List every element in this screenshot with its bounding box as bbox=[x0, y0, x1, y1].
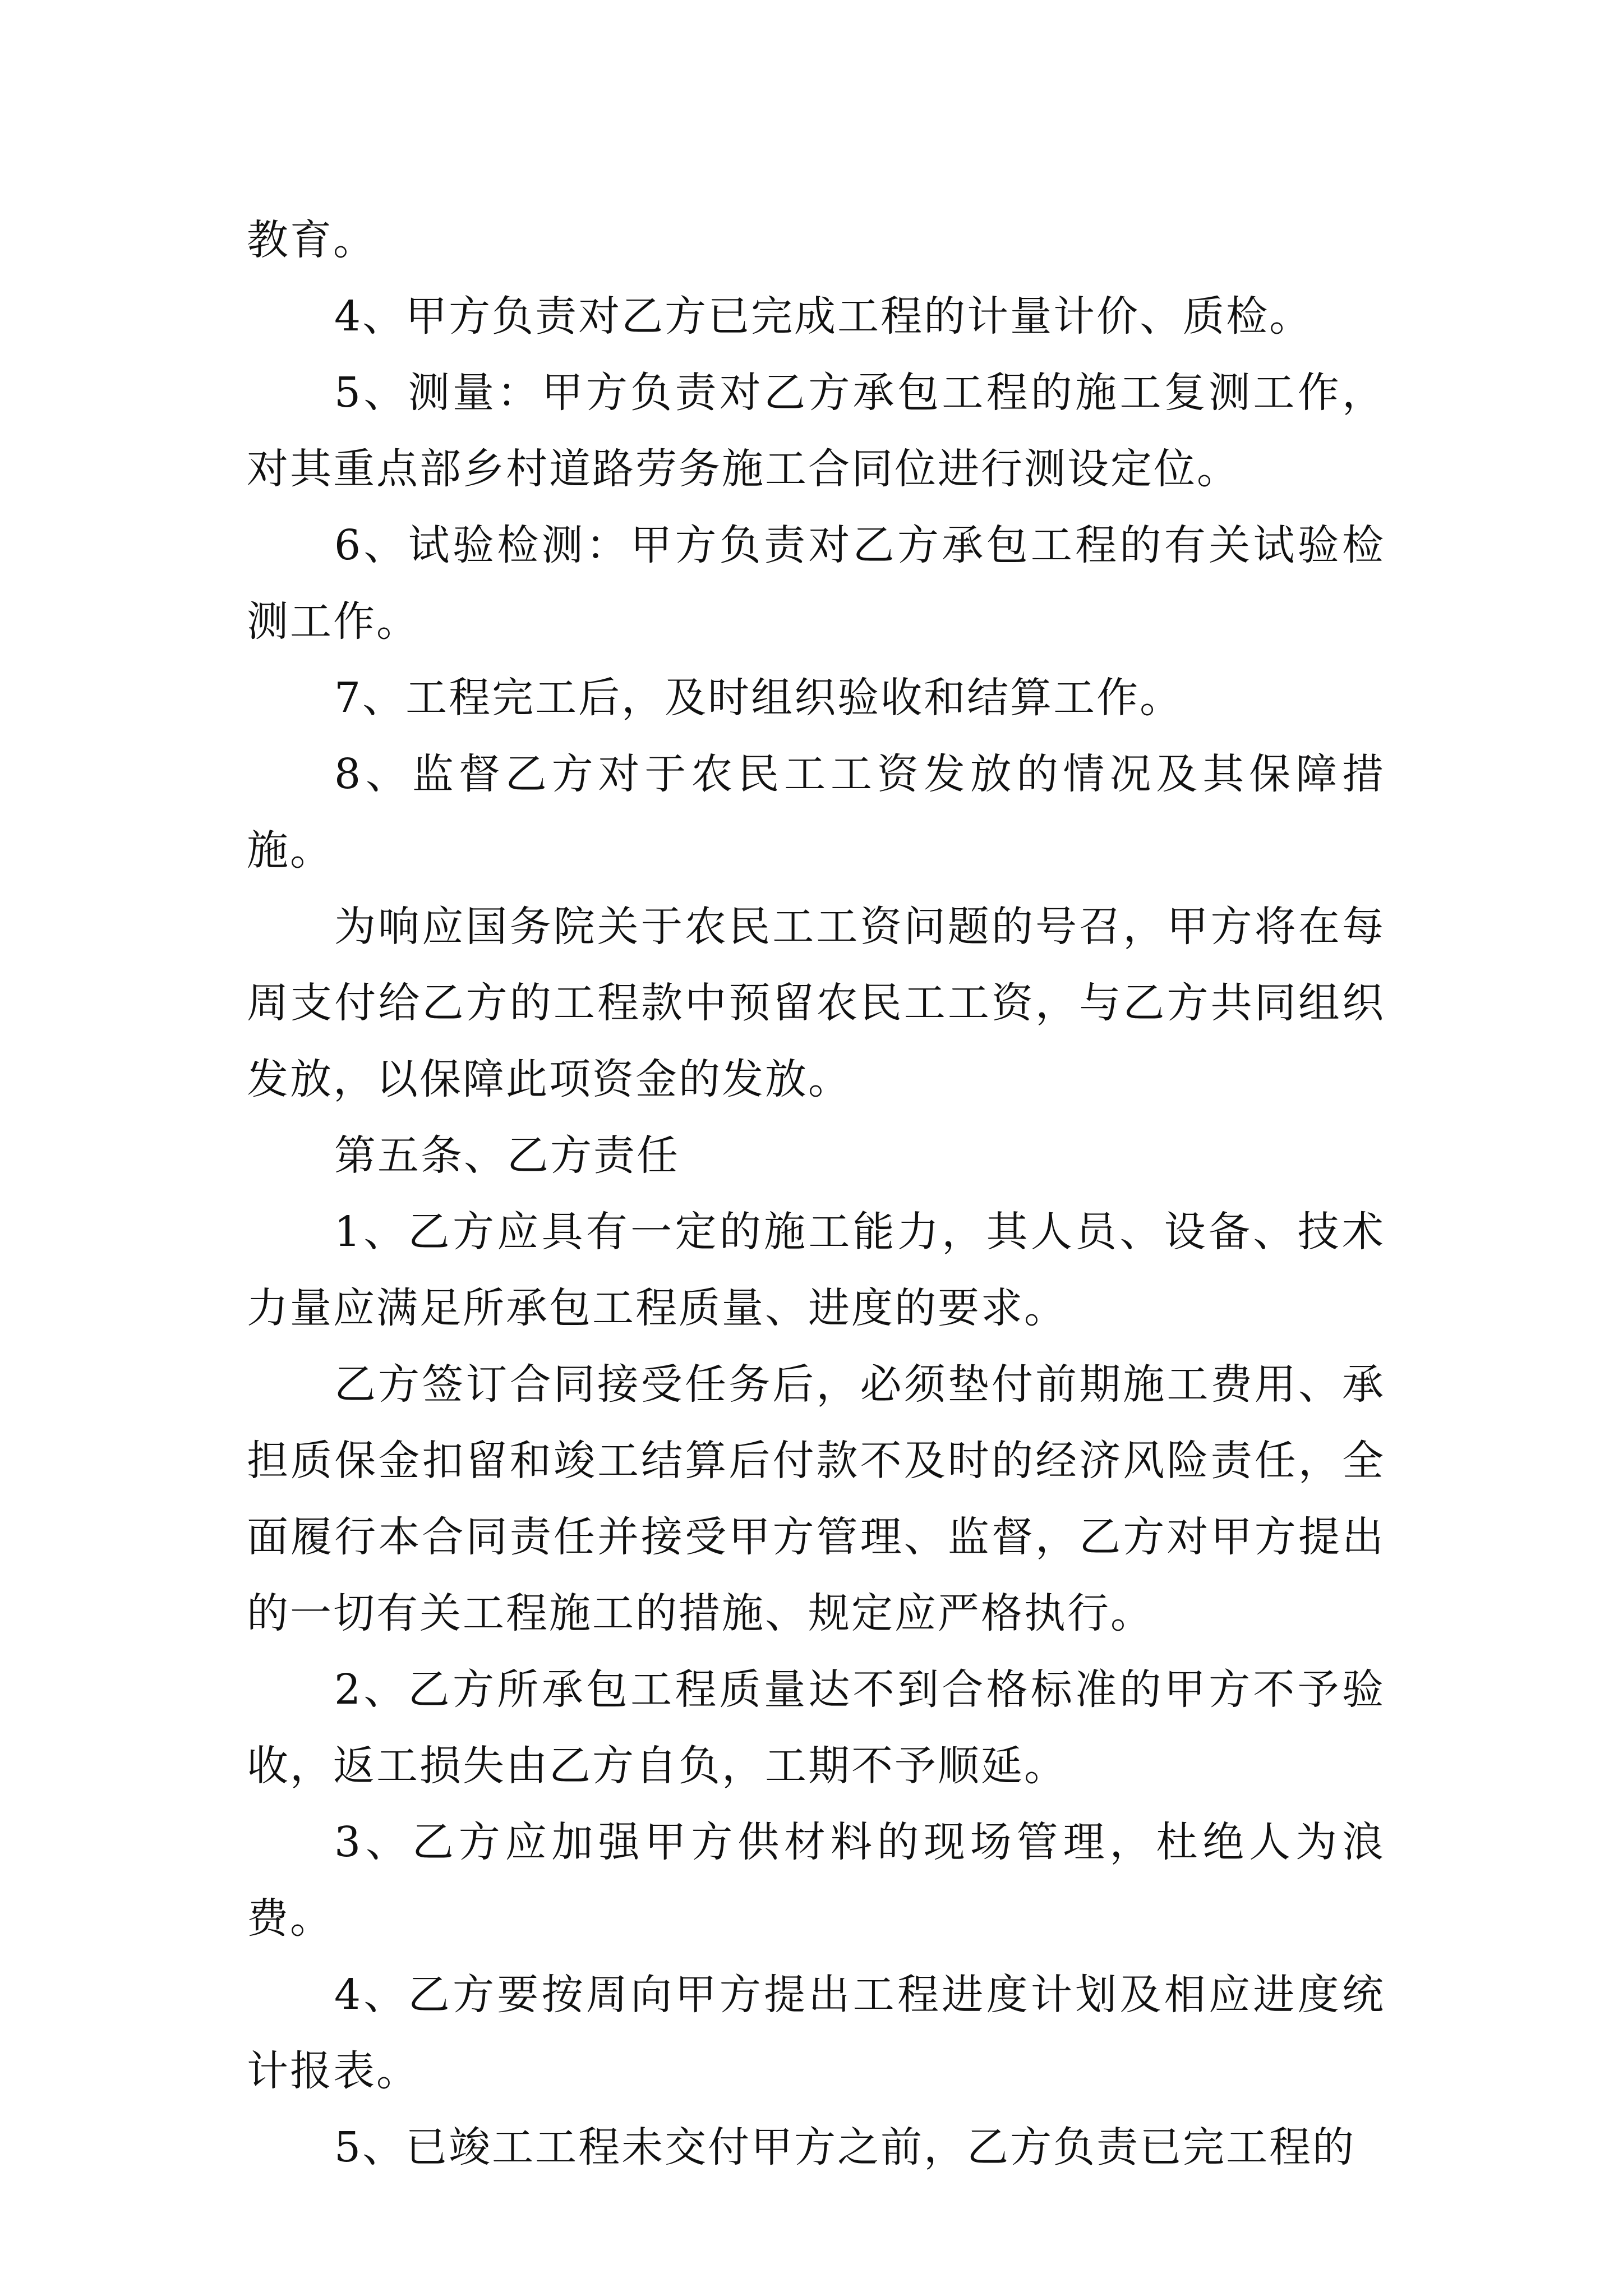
paragraph-party-a-item-6: 6、试验检测：甲方负责对乙方承包工程的有关试验检测工作。 bbox=[247, 521, 1385, 646]
paragraph-party-b-item-3: 3、乙方应加强甲方供材料的现场管理，杜绝人为浪费。 bbox=[247, 1818, 1385, 1943]
paragraph-party-b-item-1: 1、乙方应具有一定的施工能力，其人员、设备、技术力量应满足所承包工程质量、进度的要求。 bbox=[247, 1208, 1385, 1332]
paragraph-party-a-item-4: 4、甲方负责对乙方已完成工程的计量计价、质检。 bbox=[334, 292, 1313, 341]
paragraph-party-b-item-2: 2、乙方所承包工程质量达不到合格标准的甲方不予验收，返工损失由乙方自负，工期不予顺延。 bbox=[247, 1665, 1385, 1790]
paragraph-party-a-item-8: 8、监督乙方对于农民工工资发放的情况及其保障措施。 bbox=[247, 750, 1385, 875]
paragraph-party-a-item-7: 7、工程完工后，及时组织验收和结算工作。 bbox=[334, 674, 1183, 722]
section-heading-article-5: 第五条、乙方责任 bbox=[334, 1131, 680, 1180]
paragraph-party-a-item-5: 5、测量：甲方负责对乙方承包工程的施工复测工作，对其重点部乡村道路劳务施工合同位进行测设定位。 bbox=[247, 369, 1385, 493]
paragraph-wage-guarantee: 为响应国务院关于农民工工资问题的号召，甲方将在每周支付给乙方的工程款中预留农民工工资，与乙方共同组织发放，以保障此项资金的发放。 bbox=[247, 903, 1385, 1103]
document-body bbox=[247, 202, 1385, 2185]
paragraph-party-b-item-4: 4、乙方要按周向甲方提出工程进度计划及相应进度统计报表。 bbox=[247, 1971, 1385, 2095]
paragraph-party-b-item-5: 5、已竣工工程未交付甲方之前，乙方负责已完工程的 bbox=[334, 2123, 1356, 2171]
paragraph-education-end: 教育。 bbox=[247, 216, 376, 264]
paragraph-party-b-obligations: 乙方签订合同接受任务后，必须垫付前期施工费用、承担质保金扣留和竣工结算后付款不及时的经济风险责任，全面履行本合同责任并接受甲方管理、监督，乙方对甲方提出的一切有关工程施工的措施、规定应严格执行。 bbox=[247, 1360, 1385, 1637]
